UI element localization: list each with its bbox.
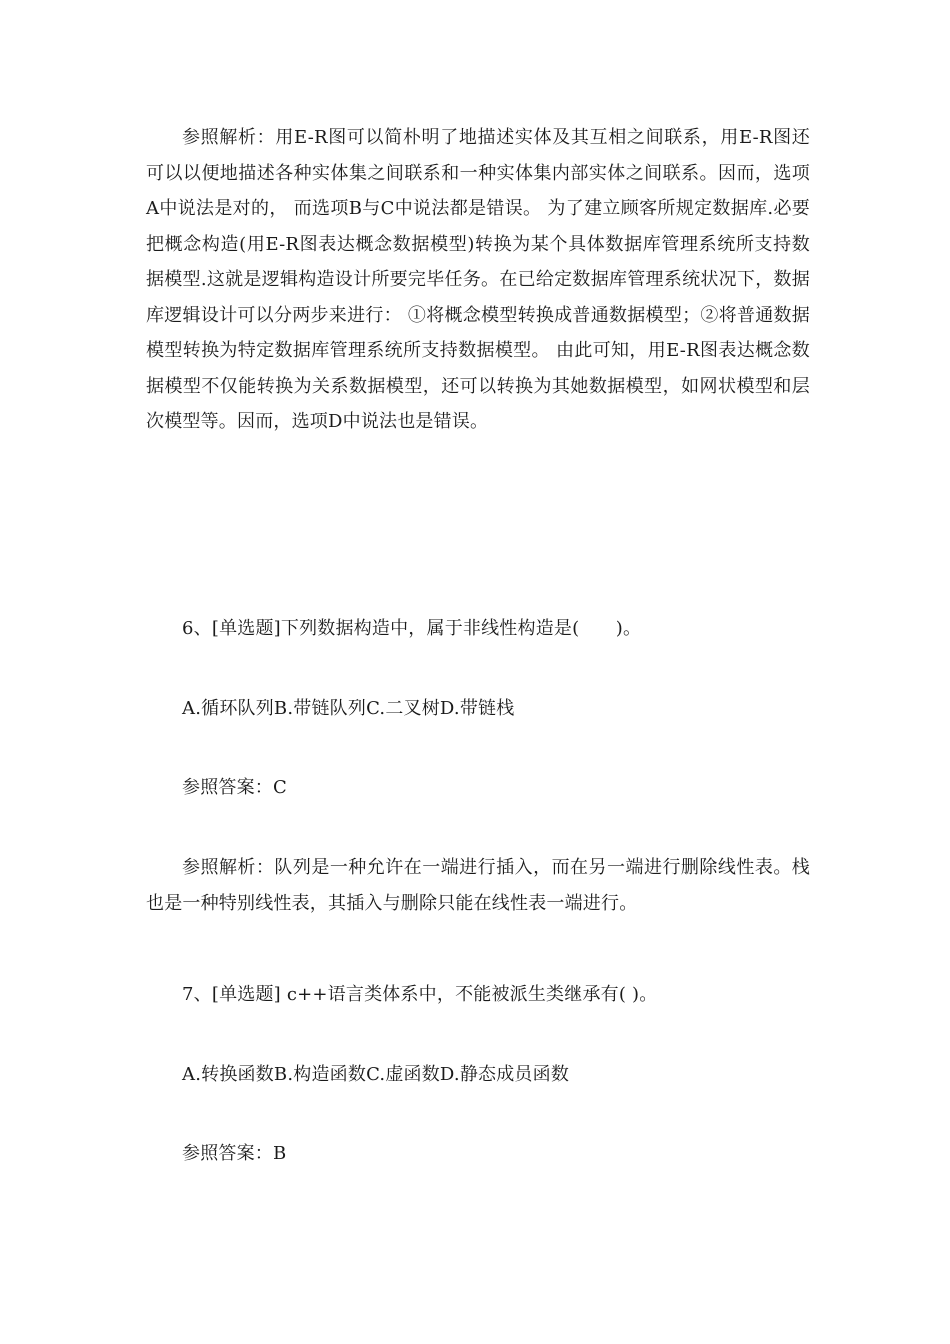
- q6-answer: 参照答案：C: [182, 777, 287, 798]
- q7-question: 7、[单选题] c++语言类体系中，不能被派生类继承有( )。: [182, 984, 658, 1005]
- q7-answer: 参照答案：B: [182, 1143, 287, 1164]
- q7-options: A.转换函数B.构造函数C.虚函数D.静态成员函数: [182, 1064, 570, 1085]
- q6-analysis-paragraph: 参照解析：队列是一种允许在一端进行插入，而在另一端进行删除线性表。栈也是一种特别线性表，其插入与删除只能在线性表一端进行。: [146, 857, 810, 914]
- q6-question: 6、[单选题]下列数据构造中，属于非线性构造是( )。: [182, 618, 642, 639]
- q6-options: A.循环队列B.带链队列C.二叉树D.带链栈: [182, 698, 515, 719]
- q5-analysis-paragraph: 参照解析：用E-R图可以简朴明了地描述实体及其互相之间联系，用E-R图还可以以便地描述各种实体集之间联系和一种实体集内部实体之间联系。因而，选项A中说法是对的， 而选项B与C中说法都是错误。 为了建立顾客所规定数据库.必要把概念构造(用E-R图表达概念数据模型)转换为某个具体数据库管理系统所支持数据模型.这就是逻辑构造设计所要完毕任务。在已给定数据库管理系统状况下，数据库逻辑设计可以分两步来进行： ①将概念模型转换成普通数据模型；②将普通数据模型转换为特定数据库管理系统所支持数据模型。 由此可知，用E-R图表达概念数据模型不仅能转换为关系数据模型，还可以转换为其她数据模型，如网状模型和层次模型等。因而，选项D中说法也是错误。: [146, 127, 810, 432]
